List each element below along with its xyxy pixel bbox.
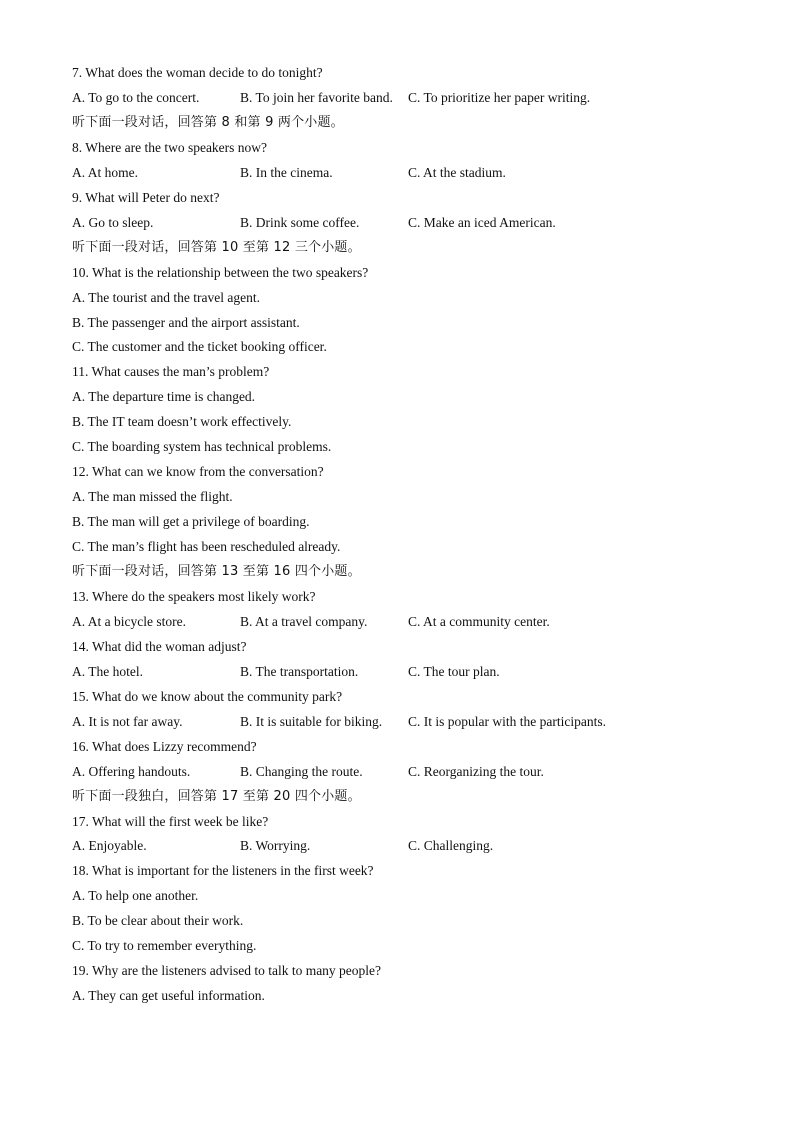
answer-option: B. In the cinema.	[240, 165, 333, 180]
question-text: 14. What did the woman adjust?	[72, 639, 247, 654]
answer-option: A. The man missed the flight.	[72, 489, 233, 504]
question-text: 10. What is the relationship between the two speakers?	[72, 265, 369, 280]
answer-option: C. Challenging.	[408, 838, 494, 853]
answer-option: A. To go to the concert.	[72, 90, 200, 105]
answer-option: C. Make an iced American.	[408, 215, 556, 230]
answer-option: C. The man’s flight has been rescheduled already.	[72, 539, 341, 554]
answer-option: C. The tour plan.	[408, 664, 500, 679]
answer-option: C. Reorganizing the tour.	[408, 764, 544, 779]
question-text: 17. What will the first week be like?	[72, 814, 269, 829]
question-text: 12. What can we know from the conversation?	[72, 464, 324, 479]
answer-option: A. The hotel.	[72, 664, 143, 679]
answer-option: B. The man will get a privilege of boarding.	[72, 514, 310, 529]
question-text: 11. What causes the man’s problem?	[72, 364, 270, 379]
answer-option: A. To help one another.	[72, 888, 199, 903]
answer-option: C. To try to remember everything.	[72, 938, 257, 953]
answer-option: A. They can get useful information.	[72, 988, 265, 1003]
answer-option: C. At a community center.	[408, 614, 550, 629]
section-instruction: 听下面一段独白，回答第 17 至第 20 四个小题。	[72, 789, 361, 804]
answer-option: A. Enjoyable.	[72, 838, 147, 853]
question-text: 7. What does the woman decide to do tonight?	[72, 65, 323, 80]
question-text: 16. What does Lizzy recommend?	[72, 739, 257, 754]
answer-option: C. It is popular with the participants.	[408, 714, 606, 729]
answer-option: B. Changing the route.	[240, 764, 363, 779]
answer-option: A. The departure time is changed.	[72, 389, 256, 404]
answer-option: C. The boarding system has technical problems.	[72, 439, 332, 454]
answer-option: B. It is suitable for biking.	[240, 714, 383, 729]
question-text: 9. What will Peter do next?	[72, 190, 220, 205]
answer-option: B. The passenger and the airport assistant.	[72, 315, 300, 330]
answer-option: B. To be clear about their work.	[72, 913, 244, 928]
question-text: 13. Where do the speakers most likely work?	[72, 589, 316, 604]
answer-option: A. Offering handouts.	[72, 764, 191, 779]
section-instruction: 听下面一段对话，回答第 13 至第 16 四个小题。	[72, 564, 361, 579]
answer-option: B. Worrying.	[240, 838, 311, 853]
answer-option: A. The tourist and the travel agent.	[72, 290, 260, 305]
answer-option: A. Go to sleep.	[72, 215, 154, 230]
answer-option: A. It is not far away.	[72, 714, 183, 729]
answer-option: B. The transportation.	[240, 664, 359, 679]
answer-option: C. At the stadium.	[408, 165, 506, 180]
section-instruction: 听下面一段对话，回答第 10 至第 12 三个小题。	[72, 240, 361, 255]
question-text: 18. What is important for the listeners in the first week?	[72, 863, 374, 878]
answer-option: A. At a bicycle store.	[72, 614, 186, 629]
question-text: 19. Why are the listeners advised to talk to many people?	[72, 963, 382, 978]
answer-option: A. At home.	[72, 165, 138, 180]
answer-option: B. The IT team doesn’t work effectively.	[72, 414, 292, 429]
answer-option: B. At a travel company.	[240, 614, 368, 629]
question-text: 15. What do we know about the community park?	[72, 689, 343, 704]
answer-option: B. Drink some coffee.	[240, 215, 360, 230]
question-text: 8. Where are the two speakers now?	[72, 140, 268, 155]
section-instruction: 听下面一段对话，回答第 8 和第 9 两个小题。	[72, 115, 344, 130]
answer-option: B. To join her favorite band.	[240, 90, 393, 105]
answer-option: C. The customer and the ticket booking officer.	[72, 339, 327, 354]
answer-option: C. To prioritize her paper writing.	[408, 90, 591, 105]
